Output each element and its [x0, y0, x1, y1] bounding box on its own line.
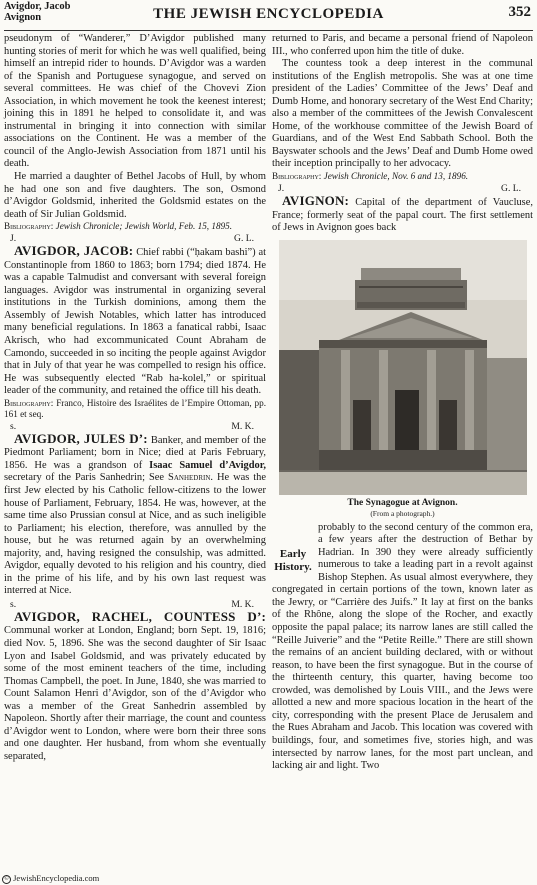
paragraph: He married a daughter of Bethel Jacobs of Hull, by whom he had one son and five daughters. The son, Osmond d’Avigdor Goldsmid, inherited the Goldsmid estates on the death of Sir Julian Goldsmid. [4, 171, 266, 220]
bibliography-label: Bibliography: [4, 397, 54, 408]
entry-text: Banker, and member of the Piedmont Parliament; born in Nice; died at Paris February, 1856. He was a grandson of [4, 434, 266, 471]
page-header [4, 0, 533, 30]
signature-initial: J. [10, 233, 17, 245]
signature-author: M. K. [231, 420, 254, 432]
entry-title: AVIGDOR, RACHEL, COUNTESS D’: [14, 608, 266, 624]
entry-text: Communal worker at London, England; born Sept. 19, 1816; died Nov. 5, 1896. She was the second daughter of Sir Isaac Lyon and Isabel Goldsmid, and was privately educated by some of the most eminent teachers of the time, including Thomas Campbell, the poet. In June, 1840, she was married to Count Salamon Henri d’Avigdor, son of the d’Avigdor who was a member of the Great Sanhedrin assembled by Napoleon. Shortly after their marriage, the count and countess d’Avigdor went to London, where were born their three sons and one daughter. Her husband, from whom she eventually separated, [4, 625, 266, 762]
signature-initial: s. [10, 598, 17, 610]
entry-text: Chief rabbi (“ḥakam bashi”) at Constantinople from 1860 to 1863; born 1794; died 1874. He was a capable Talmudist and conversant with several foreign languages. Avigdor was instrumental in organizing several institutions in the Turkish dominions, among them the Assembly of Jewish Notables, which latter has introduced many beneficial regulations. In 1863 a fanatical rabbi, Isaac Akrisch, who had excommunicated Count Abraham de Camondo, succeeded in so inciting the people against Avigdor that in July of that year he was compelled to resign his office. He was subsequently elected “Rab ha-kolel,” or spiritual leader of the community, and retained the office till his death. [4, 247, 266, 397]
see-also-link[interactable]: Sanhedrin. [168, 472, 213, 484]
bibliography [4, 221, 266, 232]
text-with-margin-note [272, 522, 533, 773]
entry-avigdor-rachel [4, 608, 266, 764]
page-title: THE JEWISH ENCYCLOPEDIA [153, 6, 384, 22]
figure-source: (From a photograph.) [370, 508, 435, 518]
entry-text: He was the first Jew elected by his Catholic fellow-citizens to the lower house of Parliament, February, 1854. He was, however, at the same time also Prussian consul at Nice, and as such ineligible to Parliament; his election, therefore, was annulled by the house, but he was returned again by an overwhelming majority, and, having resigned the consulship, was admitted. Avigdor, equally devoted to his religion and his country, died in the prime of his life, and by his own last request was interred at Nice. [4, 472, 267, 597]
bibliography-text: Franco, Histoire des Israélites de l’Empire Ottoman, pp. 161 et seq. [4, 397, 267, 419]
entry-text: Capital of the department of Vaucluse, France; formerly seat of the papal court. The first settlement of Jews in Avignon goes back [272, 197, 533, 234]
entry-avignon [272, 195, 533, 235]
bibliography-label: Bibliography: [4, 221, 54, 232]
paragraph: The countess took a deep interest in the communal institutions of the English metropolis. She was at one time president of the Ladies’ Committee of the Jews’ Deaf and Dumb Home, and honorary secretary of the West End Charity; also a member of the committees of the Jewish Convalescent Home, of the workhouse committee of the Jewish Board of Guardians, and of the West End Sabbath School. Both the Bayswater schools and the Jews’ Deaf and Dumb Home owed their inception principally to her advocacy. [272, 58, 533, 170]
running-head-line1: Avigdor, Jacob [4, 1, 71, 12]
page-number: 352 [508, 4, 531, 20]
entry-title: AVIGDOR, JACOB: [14, 243, 134, 259]
margin-note: Early History. [274, 547, 312, 573]
paragraph: returned to Paris, and became a personal friend of Napoleon III., who conferred upon him the title of duke. [272, 33, 533, 57]
figure-caption: The Synagogue at Avignon. [347, 497, 458, 508]
bibliography-text: Jewish Chronicle, Nov. 6 and 13, 1896. [323, 171, 469, 182]
signature-author: M. K. [231, 598, 254, 610]
bibliography-label: Bibliography: [272, 171, 322, 182]
left-column [4, 33, 266, 763]
paragraph: probably to the second century of the common era, a few years after the destruction of Bethar by Hadrian. In 390 they were already sufficiently numerous to take a leading part in a revolt against Bishop Stephen. As usual almost everywhere, they congregated in certain portions of the town, known later as the Jewry, or “Carrière des Juifs.” It lay at first on the banks of the Rhône, along the slope of the Rocher, and exactly opposite the papal palace; its narrow lanes are still called the “Reille Juiverie” and the “Petite Reille.” There are still shown the remains of an ancient building declared, with or without reason, to have been the first synagogue. But in the course of the thirteenth century, this quarter, having become too crowded, was demolished by Louis VIII., and the Jews were allotted a new and more spacious location in the heart of the city, corresponding with the present Place de Jerusalem and the Rues Abraham and Jacob. This location was covered with buildings, four, and sometimes five, stories high, and was intersected by narrow lanes, for the most part unclean, and lacking air and light. Two [272, 521, 533, 772]
figure-synagogue [272, 240, 533, 518]
signature-initial: s. [10, 420, 17, 432]
footer-site-link[interactable]: JewishEncyclopedia.com [13, 873, 100, 884]
signature-author: G. L. [501, 183, 521, 195]
right-column [272, 33, 533, 773]
entry-text: secretary of the Paris Sanhedrin; See [4, 472, 165, 484]
synagogue-photograph [279, 240, 527, 495]
entry-title: AVIGNON: [282, 193, 350, 209]
signature-initial: J. [278, 183, 285, 195]
header-rule [4, 30, 533, 31]
entry-avigdor-jacob [4, 245, 266, 398]
entry-avigdor-jules [4, 430, 267, 598]
bibliography-text: Jewish Chronicle; Jewish World, Feb. 15, 1895. [55, 221, 233, 232]
bibliography [272, 171, 533, 182]
footer[interactable] [2, 873, 99, 884]
copyright-icon: © [2, 875, 11, 884]
paragraph: pseudonym of “Wanderer,” D’Avigdor published many hunting stories of merit for which he was well qualified, being himself an intrepid rider to hounds. D’Avigdor was a warden of the Spanish and Portuguese synagogue, and served on several committees. He was chief of the Chovevi Zion Association, in which movement he took the keenest interest; joining this in 1891 he helped to consolidate it, and was instrumental in bringing it into connection with similar associations on the Continent. He was a member of the council of the Anglo-Jewish Association from 1871 until his death. [4, 33, 266, 170]
signature-author: G. L. [234, 233, 254, 245]
running-head-line2: Avignon [4, 12, 42, 23]
cross-reference-link[interactable]: Isaac Samuel d’Avigdor, [149, 459, 267, 471]
entry-title: AVIGDOR, JULES D’: [14, 430, 148, 446]
bibliography [4, 398, 266, 420]
